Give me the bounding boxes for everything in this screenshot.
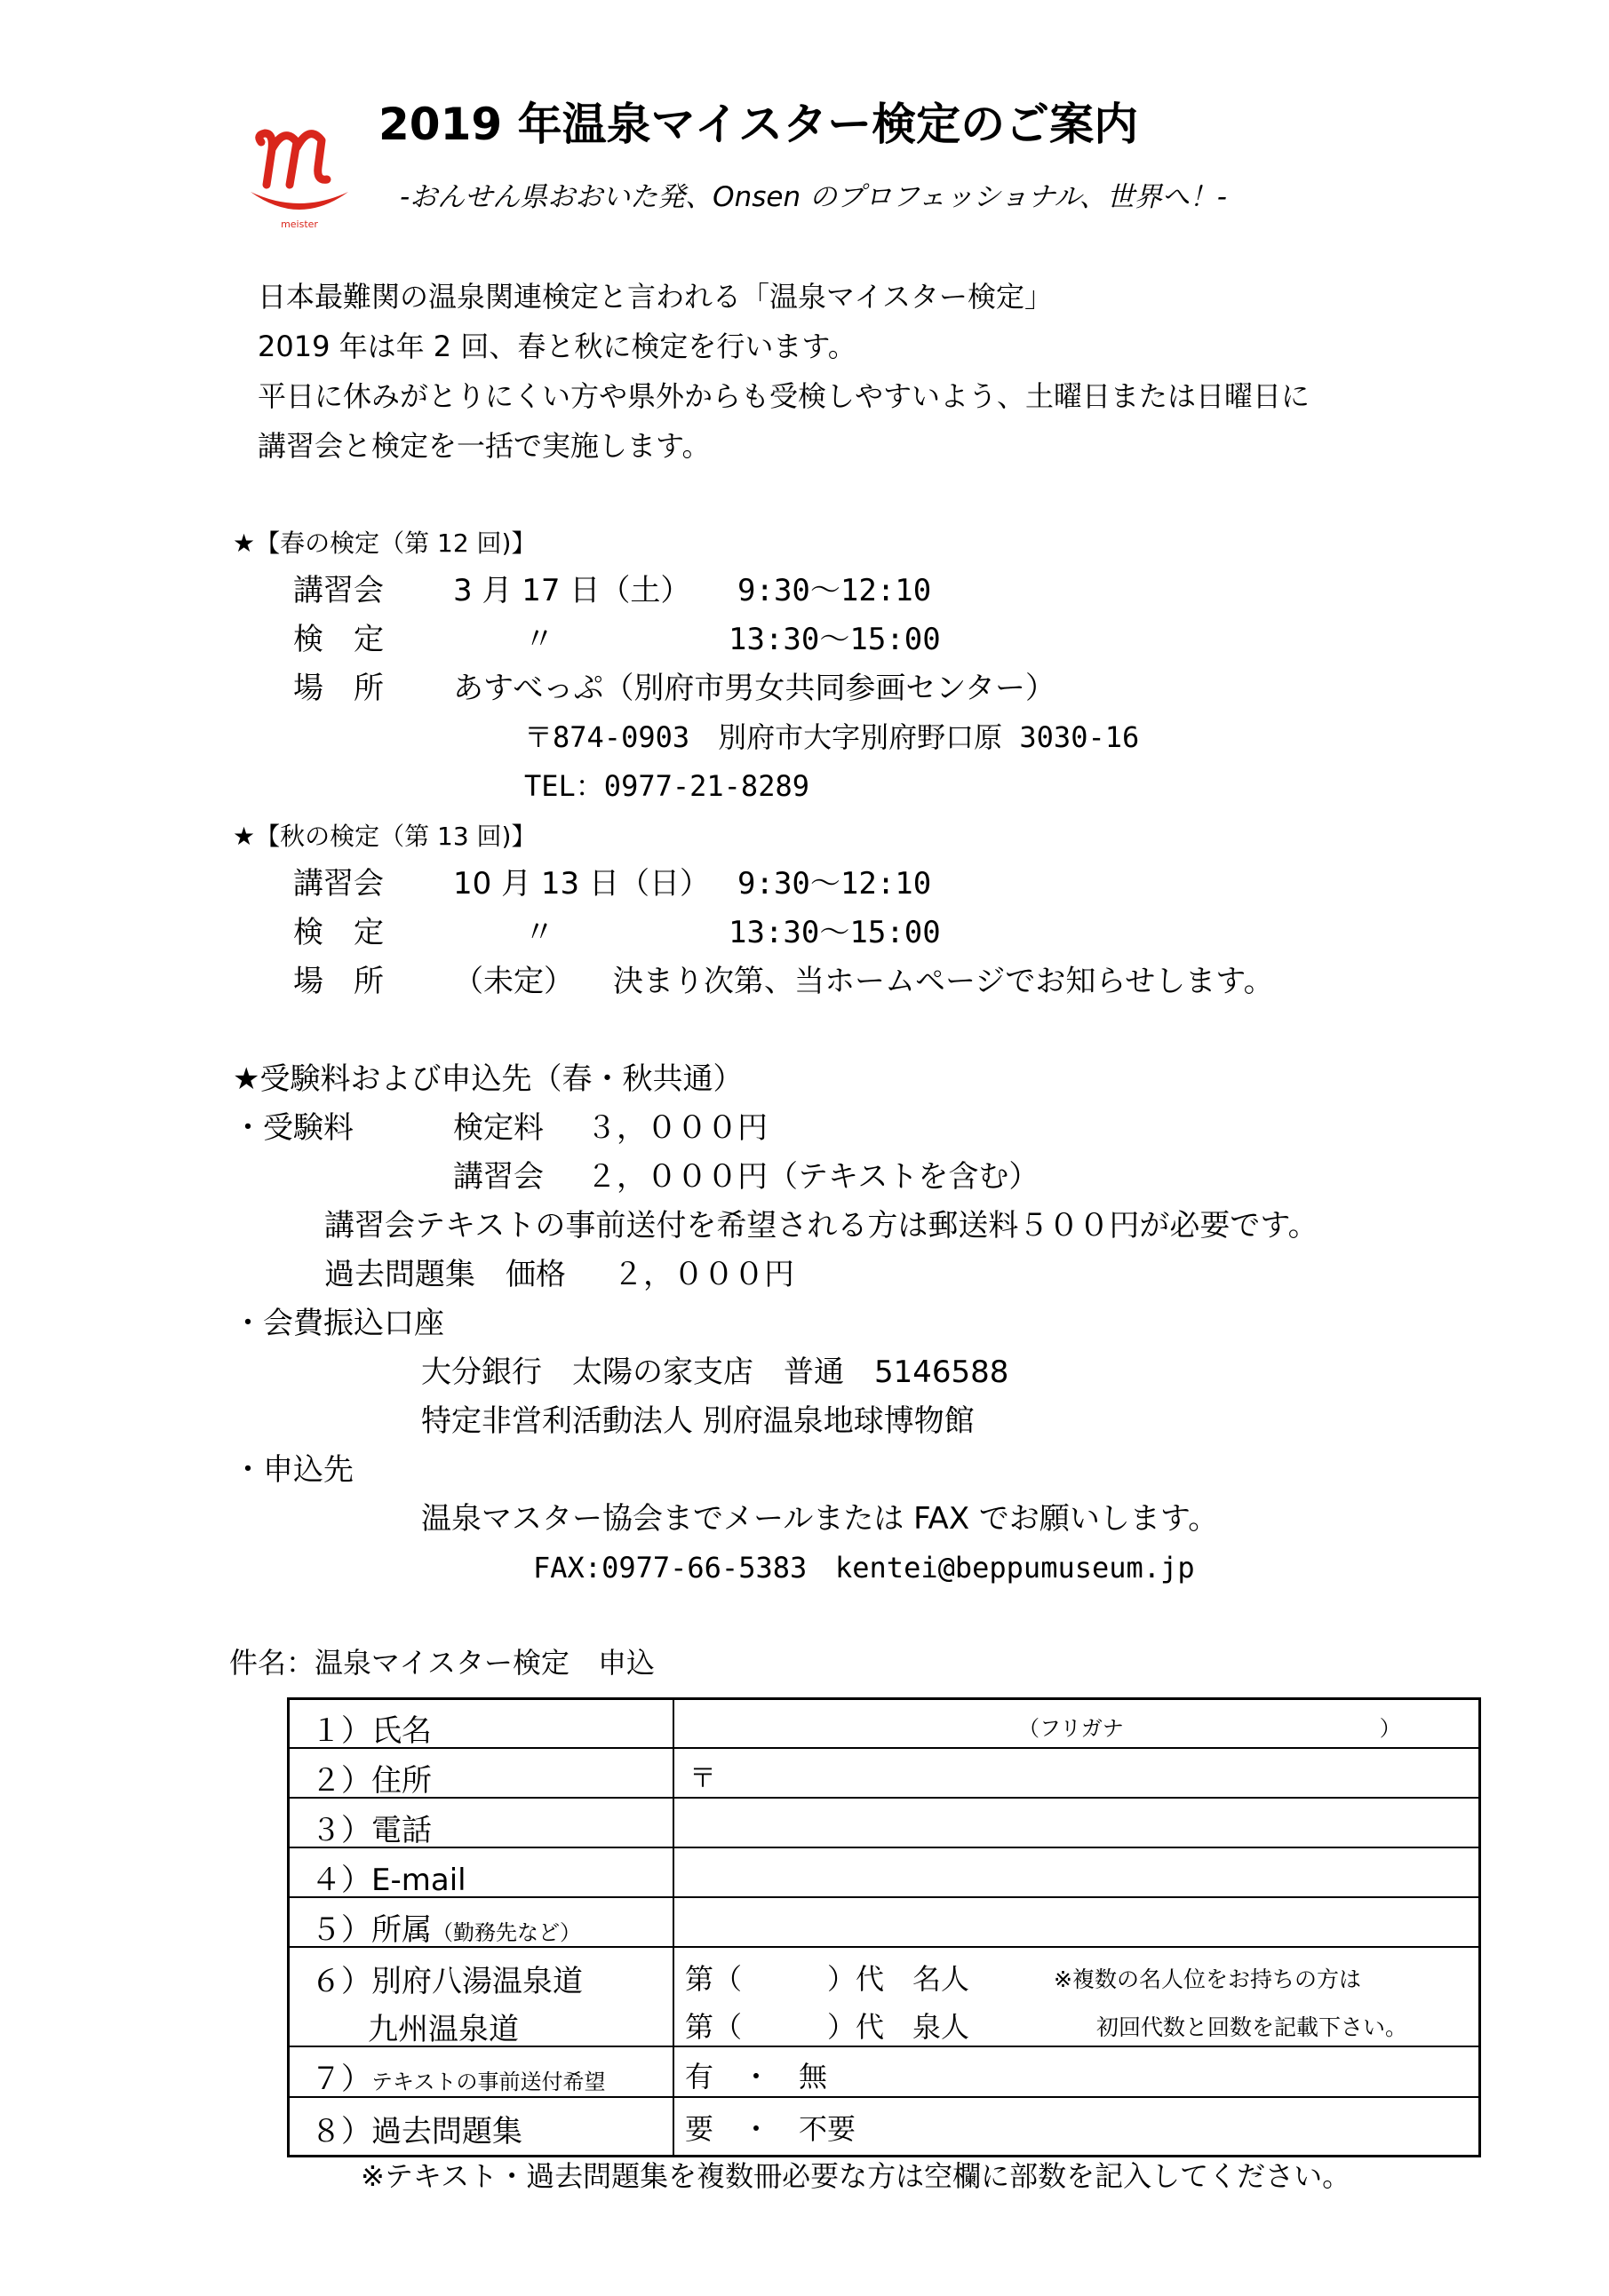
form-row-affiliation [290,1898,1478,1948]
bank-line-1: 大分銀行 太陽の家支店 普通 5146588 [421,1355,1009,1390]
spring-heading: ★【春の検定（第 12 回)】 [233,528,537,558]
form-field-meijin[interactable]: 第（ ）代 名人 [685,1962,970,1996]
spring-lecture-time: 9:30～12:10 [737,573,932,608]
form-label-kyushu: 九州温泉道 [368,2012,519,2047]
autumn-exam-label: 検 定 [293,915,384,950]
form-field-address[interactable]: 〒 [689,1763,716,1794]
onsen-meister-logo-icon [242,115,357,231]
document-subtitle: -おんせん県おおいた発、Onsen のプロフェッショナル、世界へ！- [400,181,1227,213]
past-exam-label: 過去問題集 価格 [324,1257,566,1292]
form-field-past-exams[interactable]: 要 ・ 不要 [685,2112,856,2146]
spring-exam-label: 検 定 [293,622,384,657]
autumn-lecture-date: 10 月 13 日（日） [453,866,710,902]
form-label-affiliation: ５）所属 [311,1912,432,1948]
autumn-exam-time: 13:30～15:00 [729,915,941,950]
apply-line: 温泉マスター協会までメールまたは FAX でお願いします。 [421,1501,1219,1537]
form-label-beppu-hatto: ６）別府八湯温泉道 [311,1964,583,1999]
lecture-fee: ２，０００円（テキストを含む） [586,1159,1039,1195]
autumn-lecture-label: 講習会 [293,866,384,902]
form-label-phone: ３）電話 [311,1813,432,1848]
form-field-name[interactable]: （フリガナ ） [1018,1716,1401,1741]
fee-label: ・受験料 [233,1110,354,1146]
form-label-text-shipping-num: ７） [311,2062,371,2097]
bank-line-2: 特定非営利活動法人 別府温泉地球博物館 [421,1403,975,1439]
fax-number: FAX:0977-66-5383 [533,1551,808,1585]
form-row-phone [290,1799,1478,1848]
autumn-place-status: （未定） [453,964,574,999]
form-row-past-exams [290,2098,1478,2155]
form-footnote: ※テキスト・過去問題集を複数冊必要な方は空欄に部数を記入してください。 [361,2159,1351,2193]
spring-address: 〒874-0903 別府市大字別府野口原 3030-16 [524,720,1140,754]
spring-place-label: 場 所 [293,671,384,706]
intro-line-3: 平日に休みがとりにくい方や県外からも受検しやすいよう、土曜日または日曜日に [258,379,1310,413]
form-row-name [290,1700,1478,1749]
autumn-heading: ★【秋の検定（第 13 回)】 [233,822,537,851]
exam-fee-label: 検定料 [453,1110,544,1146]
form-field-phone[interactable] [689,1806,1454,1841]
apply-label: ・申込先 [233,1452,354,1488]
form-field-email[interactable] [689,1855,1454,1891]
shipping-note: 講習会テキストの事前送付を希望される方は郵送料５００円が必要です。 [324,1208,1318,1243]
form-row-email [290,1848,1478,1898]
autumn-lecture-time: 9:30～12:10 [737,866,932,902]
form-row-onsen-road [290,1948,1478,2047]
form-subject: 件名：温泉マイスター検定 申込 [229,1646,656,1680]
exam-fee: ３，０００円 [586,1110,768,1146]
email-address: kentei@beppumuseum.jp [835,1551,1195,1585]
past-exam-price: ２，０００円 [613,1257,794,1292]
autumn-place-label: 場 所 [293,964,384,999]
intro-line-4: 講習会と検定を一括で実施します。 [258,429,711,463]
spring-lecture-date: 3 月 17 日（土） [453,573,691,608]
application-form-table [287,1697,1481,2157]
logo-caption: meister [281,218,318,230]
form-label-text-shipping: テキストの事前送付希望 [371,2070,606,2094]
form-label-name: １）氏名 [311,1713,432,1749]
spring-exam-time: 13:30～15:00 [729,622,941,657]
intro-line-2: 2019 年は年 2 回、春と秋に検定を行います。 [258,330,856,363]
form-label-email: ４）E-mail [311,1863,466,1898]
document-title: 2019 年温泉マイスター検定のご案内 [378,99,1139,150]
lecture-fee-label: 講習会 [453,1159,544,1195]
spring-exam-ditto: 〃 [524,622,554,657]
form-row-address [290,1749,1478,1799]
form-row-text-shipping [290,2047,1478,2098]
form-label-address: ２）住所 [311,1763,432,1799]
form-field-text-shipping[interactable]: 有 ・ 無 [685,2060,828,2093]
form-label-past-exams: ８）過去問題集 [311,2114,522,2149]
fees-heading: ★受験料および申込先（春・秋共通） [233,1061,744,1097]
form-field-affiliation[interactable] [689,1905,1454,1941]
autumn-place-note: 決まり次第、当ホームページでお知らせします。 [613,964,1274,999]
spring-place-name: あすべっぷ（別府市男女共同参画センター） [453,671,1055,706]
autumn-exam-ditto: 〃 [524,915,554,950]
form-note-1: ※複数の名人位をお持ちの方は [1054,1966,1361,1992]
bank-label: ・会費振込口座 [233,1306,444,1341]
form-note-2: 初回代数と回数を記載下さい。 [1096,2014,1408,2040]
form-label-affiliation-note: （勤務先など） [432,1920,581,1945]
intro-line-1: 日本最難関の温泉関連検定と言われる「温泉マイスター検定」 [258,280,1054,314]
spring-lecture-label: 講習会 [293,573,384,608]
spring-tel: TEL：0977-21-8289 [524,769,809,803]
form-field-senjin[interactable]: 第（ ）代 泉人 [685,2010,970,2044]
